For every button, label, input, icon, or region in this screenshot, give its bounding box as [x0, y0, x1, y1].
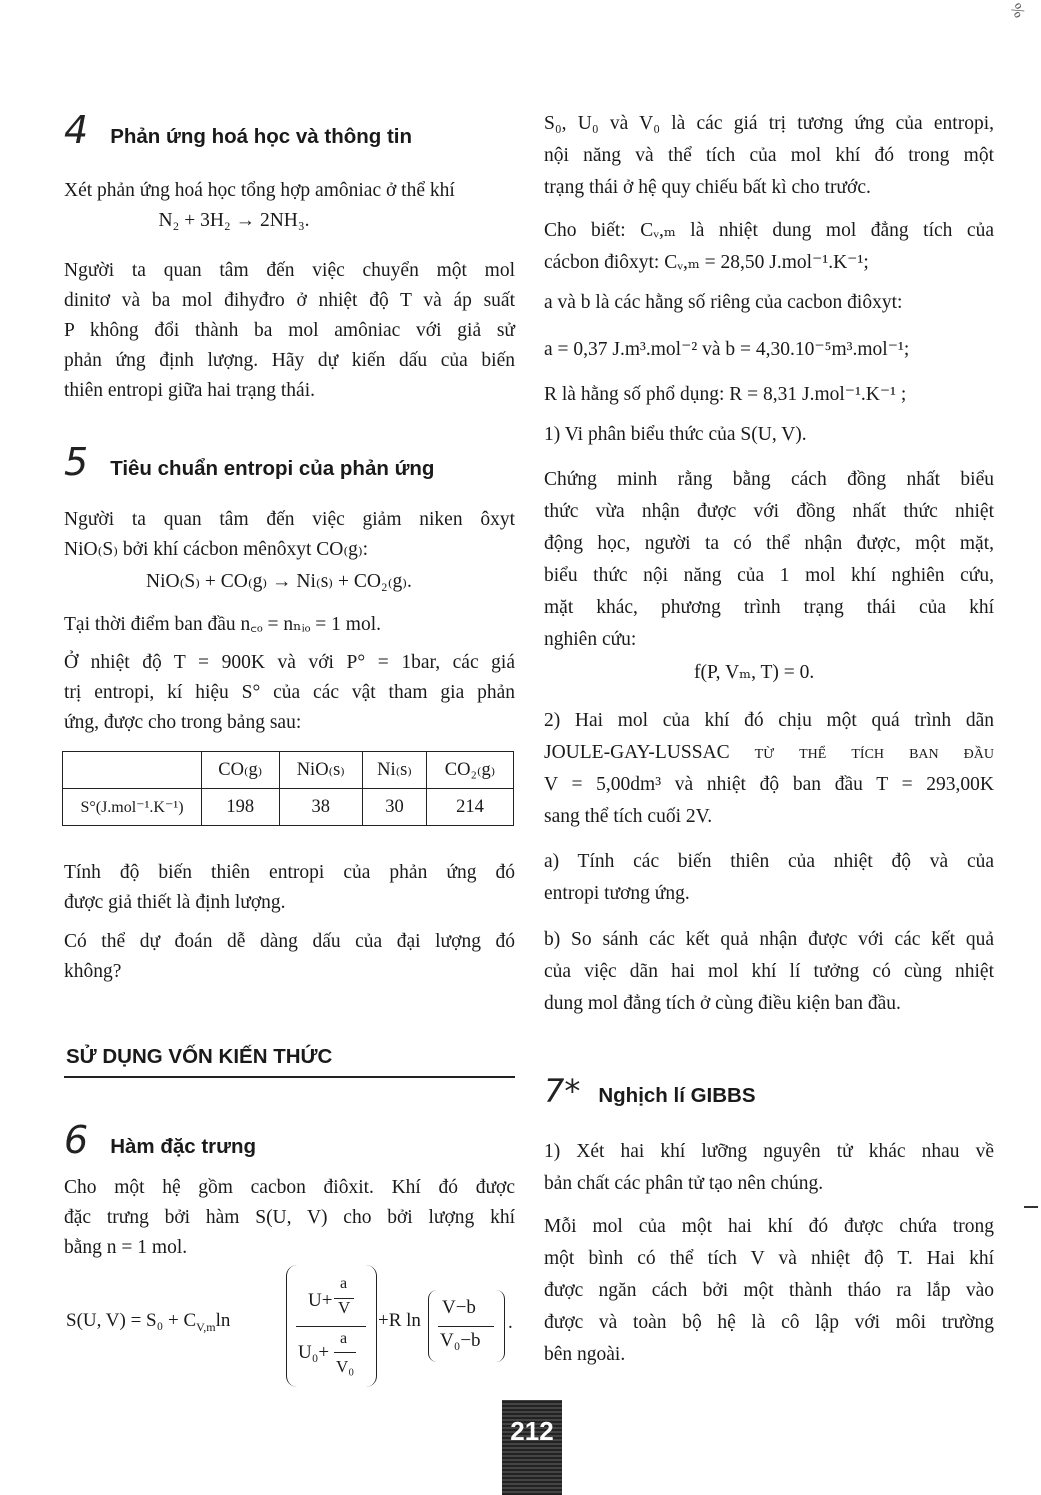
text-line: bằng n = 1 mol. — [64, 1237, 188, 1258]
text-line: ứng, được cho trong bảng sau: — [64, 712, 302, 733]
exercise-number: 6 — [64, 1118, 89, 1162]
text-line: Tính độ biến thiên entropi của phản ứng đó — [64, 862, 515, 883]
small-a: a — [340, 1330, 348, 1347]
fraction-bar — [438, 1326, 494, 1327]
text-line: không? — [64, 961, 122, 982]
exercise-title: Nghịch lí GIBBS — [598, 1084, 756, 1107]
exercise-7-heading — [544, 1072, 756, 1110]
corner-mark: % — [1006, 0, 1028, 21]
text-line: trị entropi, kí hiệu S° của các vật tham gia phản — [64, 682, 515, 703]
equation: f(P, Vₘ, T) = 0. — [694, 662, 815, 683]
paragraph: a = 0,37 J.m³.mol⁻² và b = 4,30.10⁻⁵m³.mol⁻¹; — [544, 339, 910, 360]
table-cell: 38 — [279, 789, 363, 826]
formula-lhs — [66, 1310, 230, 1335]
section-underline — [64, 1076, 515, 1078]
small-a: a — [340, 1275, 348, 1292]
text-line: Có thể dự đoán dễ dàng dấu của đại lượng đó — [64, 931, 515, 952]
exercise-number: 7* — [544, 1072, 581, 1110]
text-line: của việc dãn hai mol khí lí tưởng có cùng nhiệt — [544, 961, 994, 982]
exercise-title: Hàm đặc trưng — [110, 1135, 257, 1158]
paragraph: Tại thời điểm ban đầu n꜀ₒ = nₙᵢₒ = 1 mol. — [64, 614, 381, 635]
text-line: NiO₍S₎ bởi khí cácbon mênôxyt CO₍g₎: — [64, 539, 369, 560]
text-line: trạng thái ở hệ quy chiếu bất kì cho trước. — [544, 177, 871, 198]
table-header-cell: CO₍g₎ — [202, 752, 280, 789]
paragraph: Xét phản ứng hoá học tổng hợp amôniac ở thể khí — [64, 180, 455, 201]
formula-ln: ln — [215, 1310, 231, 1331]
exercise-5-heading — [64, 440, 434, 484]
text-line: phản ứng định lượng. Hãy dự kiến dấu của biến — [64, 350, 515, 371]
main-fraction-bar — [296, 1326, 366, 1327]
table-cell: 214 — [427, 789, 514, 826]
denominator: U₀+ — [298, 1342, 330, 1363]
text-line: sang thể tích cuối 2V. — [544, 806, 713, 827]
page-number-tab — [502, 1400, 562, 1495]
paragraph: R là hằng số phổ dụng: R = 8,31 J.mol⁻¹.K⁻¹ ; — [544, 384, 907, 405]
exercise-number: 5 — [64, 440, 89, 484]
text-line: một bình có thể tích V và nhiệt độ T. Hai khí — [544, 1248, 994, 1269]
text-line: động học, người ta có thể nhận được, một mặt, — [544, 533, 994, 554]
exercise-6-heading — [64, 1118, 256, 1162]
entropy-table — [62, 751, 514, 826]
equation: NiO₍S₎ + CO₍g₎ → Ni₍s₎ + CO₂₍g₎. — [146, 571, 412, 592]
table-cell: 30 — [363, 789, 427, 826]
text-line: Cho một hệ gồm cacbon điôxit. Khí đó được — [64, 1177, 515, 1198]
text-line: nội năng và thể tích của mol khí đó trong một — [544, 145, 994, 166]
table-header-cell — [63, 752, 202, 789]
text-line: JOULE-GAY-LUSSAC từ thể tích ban đầu — [544, 742, 994, 763]
formula-end: . — [508, 1312, 513, 1333]
text-line: S₀, U₀ và V₀ là các giá trị tương ứng của entropi, — [544, 113, 994, 134]
text-line: thức vừa nhận được với đồng nhất thức nhiệt — [544, 501, 994, 522]
page-number: 212 — [510, 1416, 554, 1446]
table-row-label: S°(J.mol⁻¹.K⁻¹) — [63, 789, 202, 826]
text-line: Người ta quan tâm đến việc chuyển một mol — [64, 260, 515, 281]
exercise-number: 4 — [64, 108, 89, 152]
text-line: Ở nhiệt độ T = 900K và với P° = 1bar, các giá — [64, 652, 515, 673]
text-line: V = 5,00dm³ và nhiệt độ ban đầu T = 293,00K — [544, 774, 994, 795]
text-line: P không đổi thành ba mol amôniac với giả sử — [64, 320, 515, 341]
text-line: được ngăn cách bởi một thành tháo ra lắp vào — [544, 1280, 994, 1301]
text-line: dung mol đẳng tích ở cùng điều kiện ban đầu. — [544, 993, 901, 1014]
formula-rln: +R ln — [378, 1310, 421, 1331]
small-V0: V₀ — [336, 1357, 355, 1376]
text-line: nghiên cứu: — [544, 629, 637, 650]
section-heading: SỬ DỤNG VỐN KIẾN THỨC — [66, 1045, 333, 1068]
text-line: Chứng minh rằng bằng cách đồng nhất biểu — [544, 469, 994, 490]
text-line: được giả thiết là định lượng. — [64, 892, 286, 913]
numerator — [308, 1290, 332, 1312]
fraction-denominator: V₀−b — [440, 1330, 481, 1351]
text-line: bản chất các phân tử tạo nên chúng. — [544, 1173, 824, 1194]
paragraph: 1) Vi phân biểu thức của S(U, V). — [544, 424, 807, 445]
fraction-numerator: V−b — [442, 1297, 476, 1318]
fraction-bar — [334, 1352, 356, 1353]
text-line: Mỗi mol của một hai khí đó được chứa trong — [544, 1216, 994, 1237]
text-line: đặc trưng bởi hàm S(U, V) cho bởi lượng khí — [64, 1207, 515, 1228]
formula-text: U+ — [308, 1290, 333, 1311]
formula-subscript: V,m — [196, 1319, 216, 1334]
right-paren — [366, 1265, 377, 1387]
margin-mark — [1024, 1206, 1038, 1208]
table-row — [63, 789, 514, 826]
exercise-4-heading — [64, 108, 412, 152]
text-line: mặt khác, phương trình trạng thái của khí — [544, 597, 994, 618]
text-line: b) So sánh các kết quả nhận được với các kết quả — [544, 929, 994, 950]
text-line: 1) Xét hai khí lưỡng nguyên tử khác nhau về — [544, 1141, 994, 1162]
table-header-cell: CO₂₍g₎ — [427, 752, 514, 789]
text-line: dinitơ và ba mol đihyđro ở nhiệt độ T và áp suất — [64, 290, 515, 311]
exercise-title: Tiêu chuẩn entropi của phản ứng — [110, 457, 435, 480]
text-line: thiên entropi giữa hai trạng thái. — [64, 380, 315, 401]
table-header-cell: NiO₍s₎ — [279, 752, 363, 789]
text-line: a) Tính các biến thiên của nhiệt độ và của — [544, 851, 994, 872]
right-paren — [496, 1290, 505, 1362]
text-line: bên ngoài. — [544, 1344, 626, 1365]
table-cell: 198 — [202, 789, 280, 826]
equation: N₂ + 3H₂ → 2NH₃. — [158, 210, 310, 231]
text-line: cácbon điôxyt: Cᵥ,ₘ = 28,50 J.mol⁻¹.K⁻¹; — [544, 252, 869, 273]
table-header-cell: Ni₍s₎ — [363, 752, 427, 789]
exercise-title: Phản ứng hoá học và thông tin — [110, 125, 413, 148]
text-line: 2) Hai mol của khí đó chịu một quá trình dãn — [544, 710, 994, 731]
formula-text: S(U, V) = S₀ + C — [66, 1310, 197, 1331]
small-V: V — [338, 1298, 351, 1317]
text-line: biểu thức nội năng của 1 mol khí nghiên cứu, — [544, 565, 994, 586]
left-paren — [428, 1290, 437, 1362]
table-header-row — [63, 752, 514, 789]
text-line: Người ta quan tâm đến việc giảm niken ôxyt — [64, 509, 515, 530]
text-line: Cho biết: Cᵥ,ₘ là nhiệt dung mol đẳng tích của — [544, 220, 994, 241]
text-line: entropi tương ứng. — [544, 883, 690, 904]
paragraph: a và b là các hằng số riêng của cacbon điôxyt: — [544, 292, 903, 313]
text-line: được và toàn bộ hệ là cô lập với môi trường — [544, 1312, 994, 1333]
